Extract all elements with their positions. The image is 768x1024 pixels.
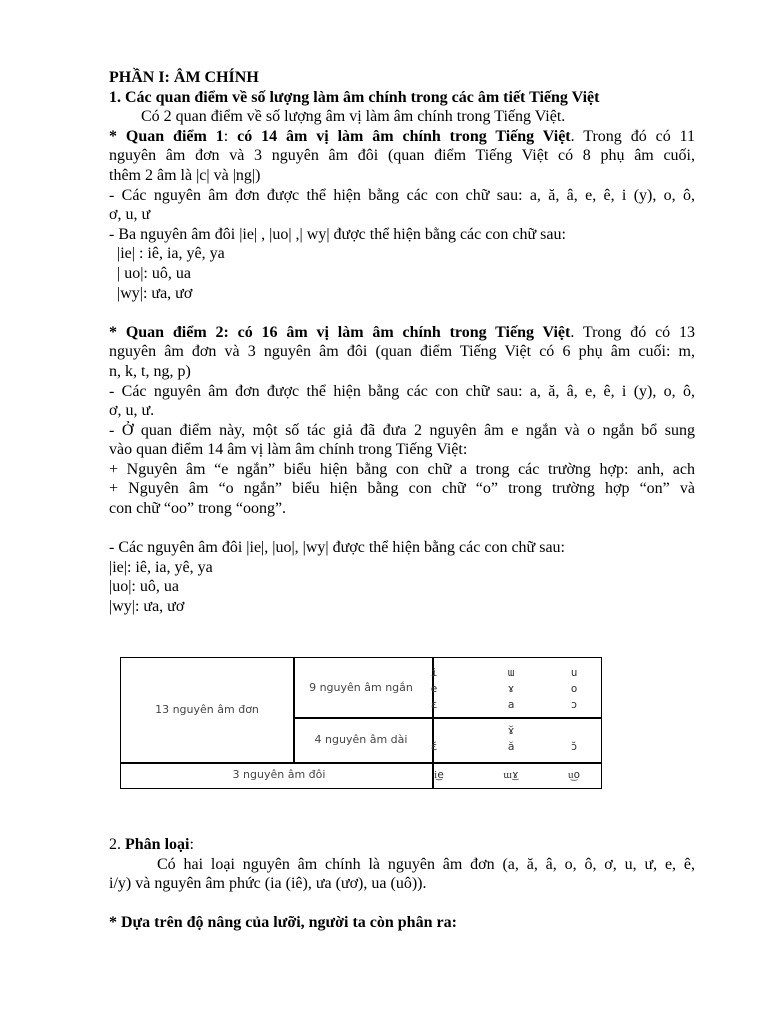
vowel-symbol: u (570, 666, 578, 679)
qd2-mono-line1: - Các nguyên âm đơn được thể hiện bằng các con chữ sau: a, ă, â, e, ê, i (y), o, ô, (109, 382, 695, 400)
qd1-mono-line2: ơ, u, ư (109, 206, 151, 224)
qd2-mono-line2: ơ, u, ư. (109, 402, 155, 420)
qd2-diph-uo: |uo|: uô, ua (109, 578, 179, 596)
section2-body-line2: i/y) và nguyên âm phức (ia (iê), ưa (ươ), ua (uô)). (109, 875, 427, 893)
diphthong-label: 3 nguyên âm đôi (232, 768, 326, 781)
qd2-diph-intro: - Các nguyên âm đôi |ie|, |uo|, |wy| được thể hiện bằng các con chữ sau: (109, 539, 565, 557)
vowel-symbol: i (430, 666, 438, 679)
qd1-diph-ie: |ie| : iê, ia, yê, ya (117, 245, 225, 263)
qd1-diph-uo: | uo|: uô, ua (117, 264, 191, 282)
long-vowel-label: 4 nguyên âm dài (314, 733, 408, 746)
document-page (109, 68, 695, 617)
qd1-line2: nguyên âm đơn và 3 nguyên âm đôi (quan điểm Tiếng Việt có 8 phụ âm cuối, (109, 147, 695, 165)
vowel-symbol: ɤ (507, 682, 515, 695)
vowel-symbol: ɯ (507, 666, 515, 679)
qd2-line2: nguyên âm đơn và 3 nguyên âm đôi (quan điểm Tiếng Việt có 6 phụ âm cuối: m, (109, 343, 695, 361)
vowel-symbol: ɛ̆ (430, 740, 438, 753)
vowel-symbol: u͜o (567, 768, 581, 781)
qd2-o-short-line2: con chữ “oo” trong “oong”. (109, 500, 287, 518)
qd2-diph-wy: |wy|: ưa, ươ (109, 598, 185, 616)
vowel-symbol: o (570, 682, 578, 695)
qd1-mono-line1: - Các nguyên âm đơn được thể hiện bằng các con chữ sau: a, ă, â, e, ê, i (y), o, ô, (109, 186, 695, 204)
qd2-note-line1: - Ở quan điểm này, một số tác giả đã đưa 2 nguyên âm e ngắn và o ngắn bổ sung (109, 421, 695, 439)
section1-title: 1. Các quan điểm về số lượng làm âm chính trong các âm tiết Tiếng Việt (109, 88, 600, 106)
vowel-table (120, 657, 602, 789)
qd2-o-short-line1: + Nguyên âm “o ngắn” biểu hiện bằng con chữ “o” trong trường hợp “on” và (109, 480, 695, 498)
vowel-symbol: ɔ (570, 698, 578, 711)
qd2-diph-ie: |ie|: iê, ia, yê, ya (109, 558, 213, 576)
qd2-note-line2: vào quan điểm 14 âm vị làm âm chính trong Tiếng Việt: (109, 441, 468, 459)
qd2-line3: n, k, t, ng, p) (109, 362, 191, 380)
vowel-symbol: e (430, 682, 438, 695)
closing-heading: * Dựa trên độ nâng của lưỡi, người ta còn phân ra: (109, 914, 457, 932)
qd1-line1: * Quan điểm 1: có 14 âm vị làm âm chính trong Tiếng Việt. Trong đó có 11 (109, 127, 696, 145)
section2-title: 2. Phân loại: (109, 836, 194, 853)
vowel-symbol: ɯ͜ɤ (503, 768, 519, 781)
qd2-e-short: + Nguyên âm “e ngắn” biểu hiện bằng con chữ a trong các trường hợp: anh, ach (109, 460, 695, 478)
vowel-symbol: a (507, 698, 515, 711)
short-vowel-label: 9 nguyên âm ngắn (309, 681, 413, 694)
vowel-symbol: ă (507, 740, 515, 753)
section2-body-line1: Có hai loại nguyên âm chính là nguyên âm đơn (a, ă, â, o, ô, ơ, u, ư, e, ê, (157, 855, 695, 873)
part-heading: PHẦN I: ÂM CHÍNH (109, 69, 259, 86)
vowel-symbol: ɛ (430, 698, 438, 711)
mono-vowel-label: 13 nguyên âm đơn (155, 703, 259, 716)
qd1-diph-intro: - Ba nguyên âm đôi |ie| , |uo| ,| wy| được thể hiện bằng các con chữ sau: (109, 225, 566, 243)
qd1-line3: thêm 2 âm là |c| và |ng|) (109, 166, 261, 184)
intro-text: Có 2 quan điểm về số lượng âm vị làm âm chính trong Tiếng Việt. (141, 108, 566, 126)
vowel-symbol: ɔ̆ (570, 740, 578, 753)
section2 (109, 835, 695, 933)
qd2-line1: * Quan điểm 2: có 16 âm vị làm âm chính trong Tiếng Việt. Trong đó có 13 (109, 323, 695, 341)
vowel-symbol: ɤ̆ (507, 724, 515, 737)
qd1-diph-wy: |wy|: ưa, ươ (117, 284, 193, 302)
vowel-symbol: i͜e (434, 768, 444, 781)
